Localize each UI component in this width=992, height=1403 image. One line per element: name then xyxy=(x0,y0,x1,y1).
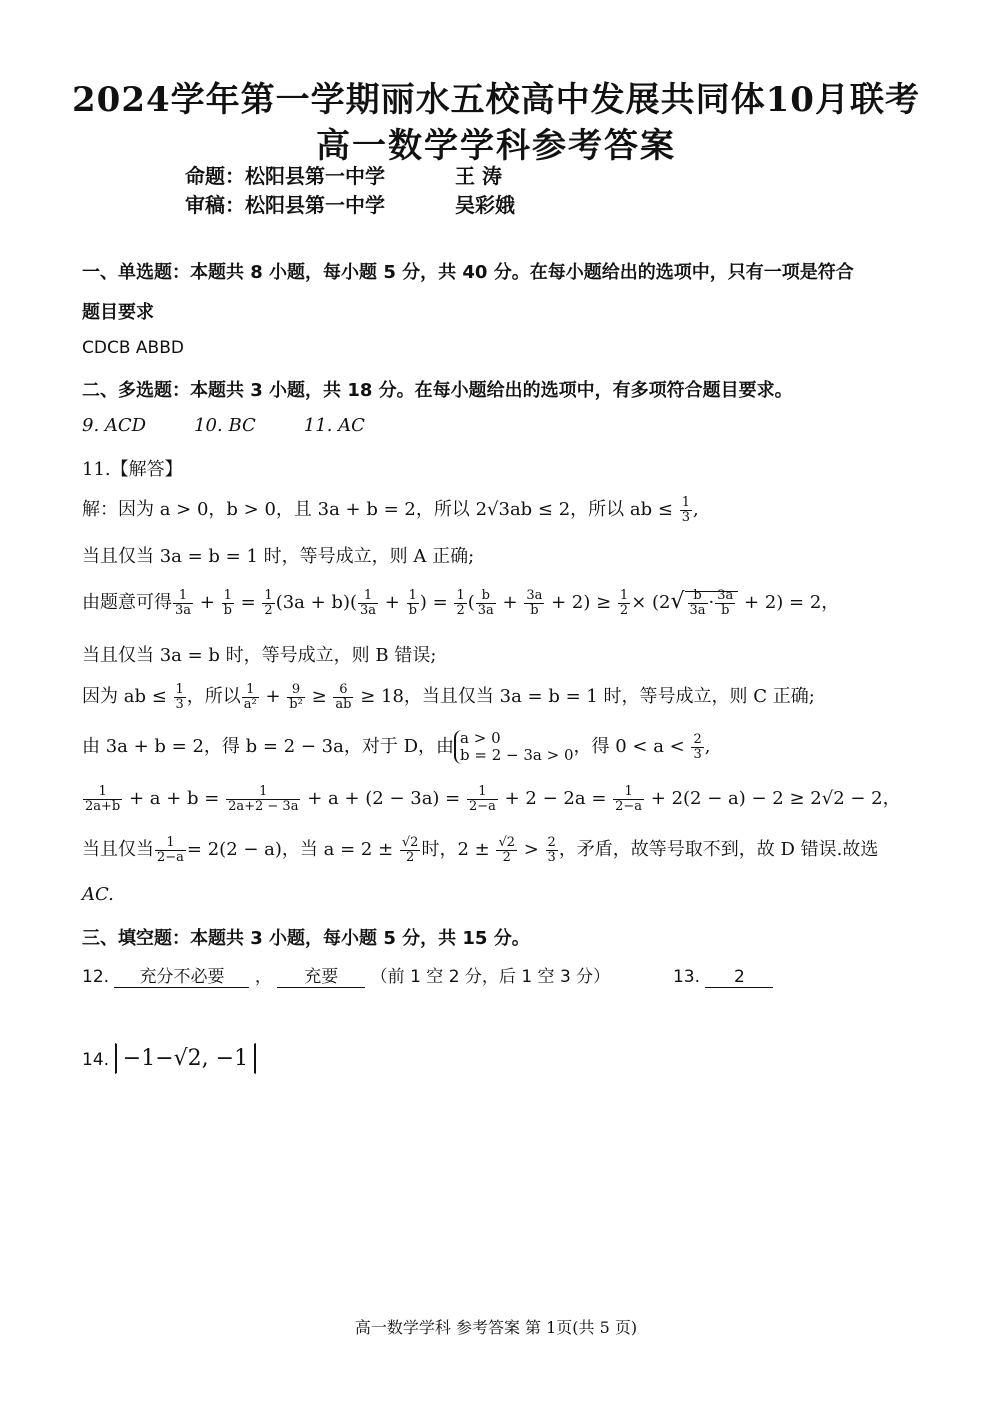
answer-10: 10. BC xyxy=(194,415,256,436)
proposer-role: 命题：松阳县第一中学 xyxy=(185,164,385,188)
solution-line-5: 因为 ab ≤ $\frac{1}{3}$ ，所以 $\frac{1}{\text{a²}}$ + $\frac{9}{\text{b²}}$ ≥ $\frac{6}{ab}$ ≥ 18，当且仅当 3a = b = 1 时，等号成立，则 C 正确; xyxy=(82,681,815,712)
q12-score-note: （前 1 空 2 分，后 1 空 3 分） xyxy=(370,967,611,987)
fraction: $\frac{1}{3}$ xyxy=(681,494,690,525)
solution-line-4: 当且仅当 3a = b 时，等号成立，则 B 错误; xyxy=(82,645,437,666)
answer-11: 11. AC xyxy=(303,415,365,436)
reviewer-role: 审稿：松阳县第一中学 xyxy=(185,193,385,217)
solution-line-8: 当且仅当 $\frac{1}{2-a}$ = 2(2 − a)，当 a = 2 ± $\frac{√2}{2}$ 时，2 ± $\frac{√2}{2}$ > $\frac{2}{3}$ ，矛盾，故等号取不到，故 D 错误.故选 xyxy=(82,834,879,865)
q12-blank-2: 充要 xyxy=(277,962,365,988)
reviewer-name: 吴彩娥 xyxy=(455,193,515,217)
solution-line-1: 解：因为 a > 0，b > 0，且 3a + b = 2，所以 2√3ab ≤ 2，所以 ab ≤ $\frac{1}{3}$ , xyxy=(82,494,699,525)
multi-answers xyxy=(82,415,365,436)
solution-heading: 11.【解答】 xyxy=(82,459,183,480)
solution-line-7: $\frac{1}{2a+b}$ + a + b = $\frac{1}{2a+2 - 3a}$ + a + (2 − 3a) = $\frac{1}{2-a}$ + 2 − 2a = $\frac{1}{2-a}$ + 2(2 − a) − 2 ≥ 2√2 − 2， xyxy=(85,783,901,814)
solution-line-3: 由题意可得 $\frac{1}{3a}$ + $\frac{1}{b}$ = $\frac{1}{2}$ (3a + b)( $\frac{1}{3a}$ + $\frac{1}{b}$ ) = $\frac{1}{2}$ ( $\frac{b}{3a}$ + $\frac{3a}{b}$ + 2) ≥ $\frac{1}{2}$ × (2√ $\frac{b}{3a}$ · $\frac{3a}{b}$ + 2) = 2， xyxy=(82,587,840,618)
q13-blank: 2 xyxy=(705,967,773,988)
proposer-name: 王 涛 xyxy=(455,164,502,188)
q12-blank-1: 充分不必要 xyxy=(114,962,249,988)
system-of-inequalities: a > 0 b = 2 − 3a > 0 xyxy=(454,730,574,764)
q14-interval: −1−√2, −1 xyxy=(115,1043,256,1074)
section1-title-cont: 题目要求 xyxy=(82,302,154,323)
solution-line-9: AC. xyxy=(82,884,114,905)
solution-text: 解：因为 a > 0，b > 0，且 3a + b = 2，所以 2√3ab ≤ 2，所以 ab ≤ xyxy=(82,499,679,520)
section3-title: 三、填空题：本题共 3 小题，每小题 5 分，共 15 分。 xyxy=(82,928,530,949)
answer-9: 9. ACD xyxy=(82,415,147,436)
section1-title: 一、单选题：本题共 8 小题，每小题 5 分，共 40 分。在每小题给出的选项中，只有一项是符合 xyxy=(82,262,854,283)
solution-line-6: 由 3a + b = 2，得 b = 2 − 3a，对于 D，由 a > 0 b = 2 − 3a > 0，得 0 < a < $\frac{2}{3}$ , xyxy=(82,729,711,764)
fill-answer-14: 14. −1−√2, −1 xyxy=(82,1043,256,1074)
proposer-line xyxy=(185,160,502,189)
page-footer: 高一数学学科 参考答案 第 1页(共 5 页) xyxy=(354,1318,638,1337)
section1-answers: CDCB ABBD xyxy=(82,338,184,358)
fill-answers-12-13: 12. 充分不必要 ， 充要 （前 1 空 2 分，后 1 空 3 分） 13. 2 xyxy=(82,962,773,988)
reviewer-line xyxy=(185,189,515,218)
page-subtitle: 高一数学学科参考答案 xyxy=(316,126,676,166)
solution-line-2: 当且仅当 3a = b = 1 时，等号成立，则 A 正确; xyxy=(82,546,475,567)
section2-title: 二、多选题：本题共 3 小题，共 18 分。在每小题给出的选项中，有多项符合题目要求。 xyxy=(82,380,793,401)
page-title: 2024学年第一学期丽水五校高中发展共同体10月联考 xyxy=(72,80,920,120)
